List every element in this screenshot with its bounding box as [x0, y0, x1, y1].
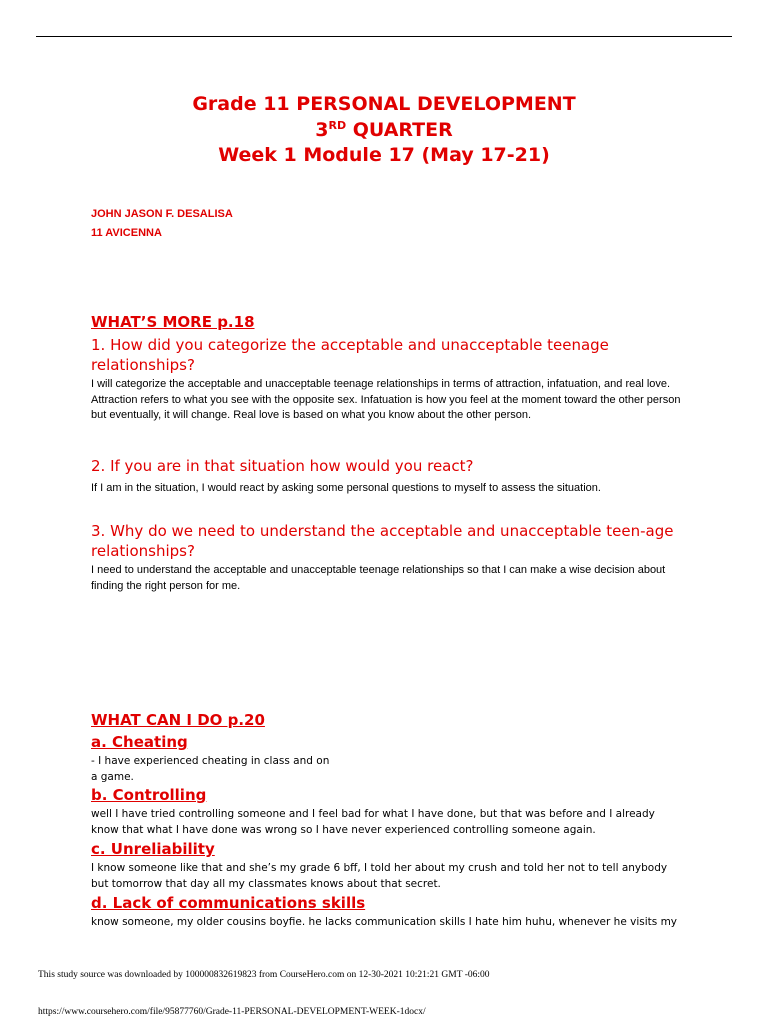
title-line-3: Week 1 Module 17 (May 17-21): [218, 144, 550, 166]
item-b-title: b. Controlling: [91, 786, 207, 804]
author-name: JOHN JASON F. DESALISA: [91, 208, 233, 220]
question-1: 1. How did you categorize the acceptable and unacceptable teenage relationships?: [91, 336, 609, 374]
answer-2: If I am in the situation, I would react by asking some personal questions to myself to assess the situation.: [91, 482, 601, 494]
item-b-text: well I have tried controlling someone and I feel bad for what I have done, but that was before and I already know that what I have done was wrong so I have never experienced controlling someone again.: [91, 808, 655, 836]
answer-1: I will categorize the acceptable and unacceptable teenage relationships in terms of attraction, infatuation, and real love. Attraction refers to what you see with the opposite sex. Infatuation is how you feel at the moment toward the other person but eventually, it will change. Real love is based on what you know about the other person.: [91, 378, 681, 421]
author-section: 11 AVICENNA: [91, 227, 162, 239]
item-d-text: know someone, my older cousins boyfie. he lacks communication skills I hate him huhu, whenever he visits my: [91, 916, 678, 928]
download-note: This study source was downloaded by 100000832619823 from CourseHero.com on 12-30-2021 10:21:21 GMT -06:00: [38, 970, 490, 980]
question-2: 2. If you are in that situation how would you react?: [91, 457, 474, 475]
title-line-2: [0, 118, 768, 144]
item-a-text: - I have experienced cheating in class and on a game.: [91, 755, 330, 783]
item-c-text: I know someone like that and she’s my grade 6 bff, I told her about my crush and told her not to tell anybody but tomorrow that day all my classmates knows about that secret.: [91, 862, 668, 890]
whats-more-heading: WHAT’S MORE p.18: [91, 313, 255, 331]
document-title: [0, 92, 768, 169]
title-line-1: Grade 11 PERSONAL DEVELOPMENT: [192, 93, 576, 115]
top-rule: [36, 36, 732, 37]
quarter-suffix: RD: [328, 118, 347, 132]
item-c-title: c. Unreliability: [91, 840, 215, 858]
item-a-title: a. Cheating: [91, 733, 188, 751]
question-3: 3. Why do we need to understand the acceptable and unacceptable teen-age relationships?: [91, 522, 674, 560]
quarter-number: 3: [315, 118, 329, 141]
source-url[interactable]: https://www.coursehero.com/file/95877760/Grade-11-PERSONAL-DEVELOPMENT-WEEK-1docx/: [38, 1007, 426, 1017]
answer-3: I need to understand the acceptable and unacceptable teenage relationships so that I can make a wise decision about finding the right person for me.: [91, 564, 666, 592]
item-d-title: d. Lack of communications skills: [91, 894, 366, 912]
quarter-label: QUARTER: [346, 118, 453, 141]
what-can-i-do-heading: WHAT CAN I DO p.20: [91, 711, 265, 729]
